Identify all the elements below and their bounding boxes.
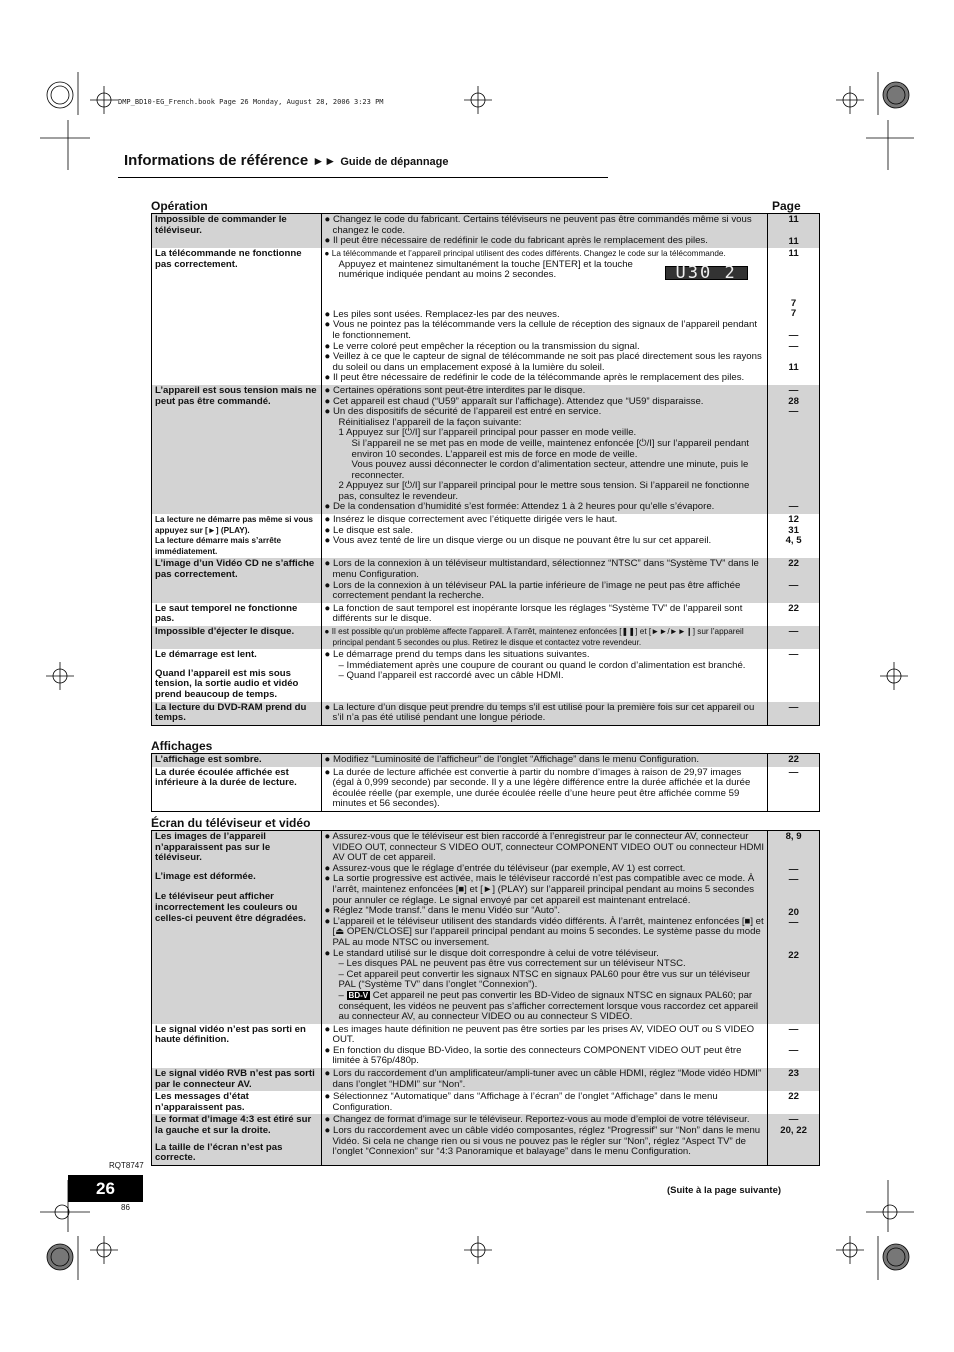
page-ref-cell: —	[768, 626, 820, 649]
solution-item: ● La sortie progressive est activée, mais le téléviseur raccordé n’est pas compatible avec ce mode. À l’arrêt, maintenez enfoncées [■] et [►] (PLAY) sur l’appareil principal pendant au moins 5 secondes pour annuler ce réglage. Le signal envoyé par cet appareil est maintenant entrelacé.	[324, 873, 755, 906]
page-title	[124, 152, 449, 169]
solution-cell	[321, 1024, 768, 1068]
problem-cell: Le signal vidéo n’est pas sorti en haute définition.	[152, 1024, 322, 1068]
solution-cell	[321, 514, 768, 558]
solution-item: ● De la condensation d’humidité s’est formée: Attendez 1 à 2 heures pour qu’elle s’évapore.	[324, 501, 715, 513]
page-ref-cell: 11 7 7 — — 11	[788, 248, 799, 374]
title-main: Informations de référence	[124, 152, 309, 169]
table-row	[152, 514, 820, 558]
page-number: 26	[68, 1175, 143, 1202]
solution-cell	[321, 754, 768, 767]
solution-item: ● La lecture d’un disque peut prendre du temps s’il est utilisé pour la première fois sur cet appareil ou s’il n’a pas été utilisé pendant une longue période.	[324, 701, 755, 724]
solution-item: ● Sélectionnez “Automatique” dans “Affichage à l’écran” de l’onglet “Affichage” dans le menu Configuration.	[324, 1091, 718, 1113]
solution-item: ● Lors de la connexion à un téléviseur PAL la partie inférieure de l’image ne peut pas être affichée correctement pendant la recherche.	[324, 579, 741, 602]
solution-item: ● Un des dispositifs de sécurité de l’appareil est entré en service.	[324, 406, 602, 418]
table-row	[152, 626, 820, 649]
solution-cell	[321, 702, 768, 726]
solution-item: ● Lors de la connexion à un téléviseur multistandard, sélectionnez “NTSC” dans “Système TV” dans le menu Configuration.	[324, 558, 759, 581]
solution-item: ● L’appareil et le téléviseur utilisent des standards vidéo différents. À l’arrêt, maintenez enfoncées [■] et [⏏ OPEN/CLOSE] sur l’appareil principal pendant au moins 5 secondes. Le système passe du mode PAL au mode NTSC ou inversement.	[324, 915, 764, 948]
solution-cell	[321, 1091, 768, 1114]
solution-cell	[321, 767, 768, 812]
double-arrow-icon: ►►	[312, 154, 337, 168]
solution-detail: – BD-V Cet appareil ne peut pas convertir les BD-Video de signaux NTSC en signaux PAL60; par conséquent, les vidéos ne peuvent pas s’afficher correctement lorsque vous raccordez cet appareil au connecteur AV, au connecteur VIDEO ou au connecteur S VIDEO.	[338, 989, 759, 1023]
page-ref-cell: 22 —	[768, 558, 820, 602]
solution-detail: – Cet appareil peut convertir les signaux NTSC en signaux PAL60 pour être vus sur un téléviseur PAL (“Système TV” dans l’onglet “Connexion”).	[338, 968, 751, 991]
solution-cell	[321, 385, 768, 514]
solution-item: ● Réglez “Mode transf.” dans le menu Vidéo sur “Auto”.	[324, 905, 560, 917]
solution-item: ● Assurez-vous que le réglage d’entrée du téléviseur (par exemple, AV 1) est correct.	[324, 862, 686, 874]
solution-item: ● Le disque est sale.	[324, 524, 414, 536]
page-ref-cell: — —	[788, 1023, 799, 1057]
solution-item: ● Insérez le disque correctement avec l’étiquette dirigée vers le haut.	[324, 514, 618, 526]
page-ref-cell: —	[788, 649, 799, 661]
model-code: RQT8747	[109, 1161, 144, 1170]
page-column-header: Page	[772, 199, 801, 213]
problem-cell: L’image d’un Vidéo CD ne s’affiche pas correctement.	[152, 558, 322, 602]
page-ref-cell: 11 11	[768, 214, 820, 249]
operation-table	[151, 213, 820, 726]
table-row	[152, 214, 820, 249]
problem-cell: Impossible de commander le téléviseur.	[152, 214, 322, 249]
problem-cell: L’affichage est sombre.	[152, 754, 322, 767]
solution-cell	[321, 214, 768, 249]
title-subtitle: Guide de dépannage	[340, 156, 449, 168]
solution-item: ● Il peut être nécessaire de redéfinir le code du fabricant après le remplacement des piles.	[324, 235, 708, 247]
step-1: 1 Appuyez sur [⏻/I] sur l’appareil principal pour passer en mode veille.	[338, 427, 637, 439]
problem-cell: La lecture du DVD-RAM prend du temps.	[152, 702, 322, 726]
table-row	[152, 767, 820, 812]
solution-item: ● Changez le code du fabricant. Certains téléviseurs ne peuvent pas être commandés même si vous changez le code.	[324, 214, 752, 236]
solution-item: ● Vous avez tenté de lire un disque vierge ou un disque ne pouvant être lu sur cet appareil.	[324, 535, 712, 547]
solution-item: ● La fonction de saut temporel est inopérante lorsque les réglages “Système TV” de l’appareil sont différents sur le disque.	[324, 602, 743, 625]
solution-item: ● Assurez-vous que le téléviseur est bien raccordé à l’enregistreur par le connecteur AV, connecteur VIDEO OUT, connecteur S VIDEO OUT, connecteur COMPONENT VIDEO OUT ou connecteur HDMI AV OUT de cet appareil.	[324, 831, 765, 864]
table-row	[152, 1114, 820, 1165]
page-ref-cell: —	[788, 766, 799, 778]
solution-item: ● Veillez à ce que le capteur de signal de télécommande ne soit pas placé directement sous les rayons du soleil ou dans un emplacement exposé à la lumière du soleil.	[324, 351, 762, 373]
remote-code-display: U30 2	[665, 266, 748, 281]
solution-item: ● La durée de lecture affichée est convertie à partir du nombre d’images à raison de 29,97 images (égal à 0,999 seconde) par seconde. Il y a une légère différence entre la durée affichée et la durée écoulée réelle (par exemple, une durée écoulée réelle d’une heure peut être affichée comme 59 minutes et 56 secondes).	[324, 766, 751, 810]
problem-cell: Les images de l’appareil n’apparaissent pas sur le téléviseur. L’image est déformée. Le téléviseur peut afficher incorrectement les couleurs ou celles-ci peuvent être dégradées.	[152, 831, 322, 1024]
solution-item: ● Modifiez “Luminosité de l’afficheur” de l’onglet “Affichage” dans le menu Configuration.	[324, 754, 700, 765]
file-info-line: DMP_BD10-EG_French.book Page 26 Monday, August 28, 2006 3:23 PM	[118, 98, 384, 106]
solution-cell	[321, 1114, 768, 1165]
problem-cell: La durée écoulée affichée est inférieure à la durée de lecture.	[152, 767, 322, 812]
page-ref-cell: — 20, 22	[768, 1114, 820, 1165]
solution-item: ● Il est possible qu’un problème affecte l’appareil. À l’arrêt, maintenez enfoncées [❚❚] et [►►/►►❙] sur l’appareil principal pendant 5 secondes ou plus. Retirez le disque et contactez votre revendeur.	[324, 627, 744, 647]
solution-item: ● Il peut être nécessaire de redéfinir le code de la télécommande après le remplacement des piles.	[324, 372, 745, 384]
section-ecran: Écran du téléviseur et vidéo	[151, 816, 311, 830]
table-row	[152, 754, 820, 767]
solution-item: ● Le démarrage prend du temps dans les situations suivantes.	[324, 649, 590, 661]
affichages-table	[151, 753, 820, 812]
solution-cell	[321, 558, 768, 602]
title-rule	[118, 177, 608, 178]
problem-cell: Le saut temporel ne fonctionne pas.	[152, 603, 322, 626]
problem-cell: Les messages d’état n’apparaissent pas.	[152, 1091, 322, 1114]
solution-detail: – Quand l’appareil est raccordé avec un câble HDMI.	[338, 670, 564, 682]
solution-cell	[321, 1068, 768, 1091]
problem-cell: L’appareil est sous tension mais ne peut pas être commandé.	[152, 385, 322, 514]
table-row	[152, 1068, 820, 1091]
step-1-detail: Vous pouvez aussi déconnecter le cordon d’alimentation secteur, attendre une minute, puis le reconnecter.	[351, 459, 749, 481]
solution-detail: Réinitialisez l’appareil de la façon suivante:	[338, 416, 522, 428]
problem-cell: La télécommande ne fonctionne pas correctement.	[152, 248, 322, 385]
problem-cell: Le signal vidéo RVB n’est pas sorti par le connecteur AV.	[152, 1068, 322, 1091]
page-ref-cell: — 28 — —	[768, 385, 820, 514]
small-page-number: 86	[121, 1203, 130, 1212]
solution-item: ● Certaines opérations sont peut-être interdites par le disque.	[324, 384, 586, 396]
table-row	[152, 1024, 820, 1068]
solution-item: ● Les images haute définition ne peuvent pas être sorties par les prises AV, VIDEO OUT ou S VIDEO OUT.	[324, 1023, 755, 1046]
problem-cell: La lecture ne démarre pas même si vous appuyez sur [►] (PLAY). La lecture démarre mais s’arrête immédiatement.	[152, 514, 322, 558]
page-ref-cell: 23	[768, 1068, 820, 1091]
page-ref-cell: 22	[788, 602, 799, 614]
solution-item: ● La télécommande et l’appareil principal utilisent des codes différents. Changez le code sur la télécommande.	[324, 249, 726, 259]
solution-item: ● En fonction du disque BD-Video, la sortie des connecteurs COMPONENT VIDEO OUT peut être limitée à 576p/480p.	[324, 1044, 742, 1067]
solution-detail: – Immédiatement après une coupure de courant ou quand le cordon d’alimentation est branché.	[338, 659, 746, 671]
table-row	[152, 702, 820, 726]
solution-cell	[321, 248, 768, 385]
solution-item: ● Le verre coloré peut empêcher la réception ou la transmission du signal.	[324, 340, 640, 352]
page-ref-cell: —	[768, 702, 820, 726]
section-affichages: Affichages	[151, 739, 213, 753]
problem-cell: Le démarrage est lent. Quand l’appareil est mis sous tension, la sortie audio et vidéo prend beaucoup de temps.	[152, 649, 322, 701]
solution-item: ● Le standard utilisé sur le disque doit correspondre à celui de votre téléviseur.	[324, 947, 659, 959]
solution-item: ● Lors du raccordement d’un amplificateur/ampli-tuner avec un câble HDMI, réglez “Mode vidéo HDMI” dans l’onglet “HDMI” sur “Non”.	[324, 1068, 762, 1090]
solution-item: ● Changez de format d’image sur le téléviseur. Reportez-vous au mode d’emploi de votre téléviseur.	[324, 1114, 750, 1126]
solution-cell	[321, 649, 768, 701]
table-row	[152, 385, 820, 514]
page-ref-cell: 22	[788, 1091, 799, 1103]
page-ref-cell: 12 31 4, 5	[785, 514, 802, 547]
table-row	[152, 831, 820, 1024]
solution-cell	[321, 626, 768, 649]
page-ref-cell: 22	[768, 754, 820, 767]
problem-cell: Impossible d’éjecter le disque.	[152, 626, 322, 649]
table-row	[152, 558, 820, 602]
table-row	[152, 248, 820, 385]
solution-item: ● Lors du raccordement avec un câble vidéo composantes, réglez “Progressif” sur “Non” dans le menu Vidéo. Si cela ne change rien ou si vous ne pouvez pas le régler sur “Non”, réglez “Aspect TV” de l’onglet “Connexion” sur “4:3 Panoramique et balayage” dans le menu Configuration.	[324, 1125, 761, 1158]
solution-item: ● Cet appareil est chaud (“U59” apparaît sur l’affichage). Attendez que “U59” disparaisse.	[324, 395, 704, 407]
problem-cell: Le format d’image 4:3 est étiré sur la gauche et sur la droite. La taille de l’écran n’est pas correcte.	[152, 1114, 322, 1165]
table-row	[152, 649, 820, 701]
solution-item: ● Vous ne pointez pas la télécommande vers la cellule de réception des signaux de l’appareil pendant le fonctionnement.	[324, 319, 757, 341]
bd-video-badge: BD-V	[348, 990, 369, 1000]
page-ref-cell: 8, 9 — — 20 — 22	[768, 831, 820, 1024]
section-operation: Opération	[151, 199, 208, 213]
solution-item: ● Les piles sont usées. Remplacez-les par des neuves.	[324, 308, 560, 320]
step-1-detail: Si l’appareil ne se met pas en mode de veille, maintenez enfoncée [⏻/I] sur l’appareil pendant environ 10 secondes. L’appareil est mis de force en mode de veille.	[351, 437, 749, 460]
table-row	[152, 1091, 820, 1114]
step-2: 2 Appuyez sur [⏻/I] sur l’appareil principal pour le mettre sous tension. Si l’appareil ne fonctionne pas, consultez le revendeur.	[338, 480, 750, 502]
solution-detail: – Les disques PAL ne peuvent pas être vus correctement sur un téléviseur NTSC.	[338, 958, 686, 970]
table-row	[152, 603, 820, 626]
ecran-table	[151, 830, 820, 1166]
continued-note: (Suite à la page suivante)	[667, 1185, 782, 1196]
solution-cell	[321, 603, 768, 626]
solution-detail: Appuyez et maintenez simultanément la touche [ENTER] et la touche numérique indiquée pendant au moins 2 secondes.	[338, 258, 633, 281]
solution-cell	[321, 831, 768, 1024]
